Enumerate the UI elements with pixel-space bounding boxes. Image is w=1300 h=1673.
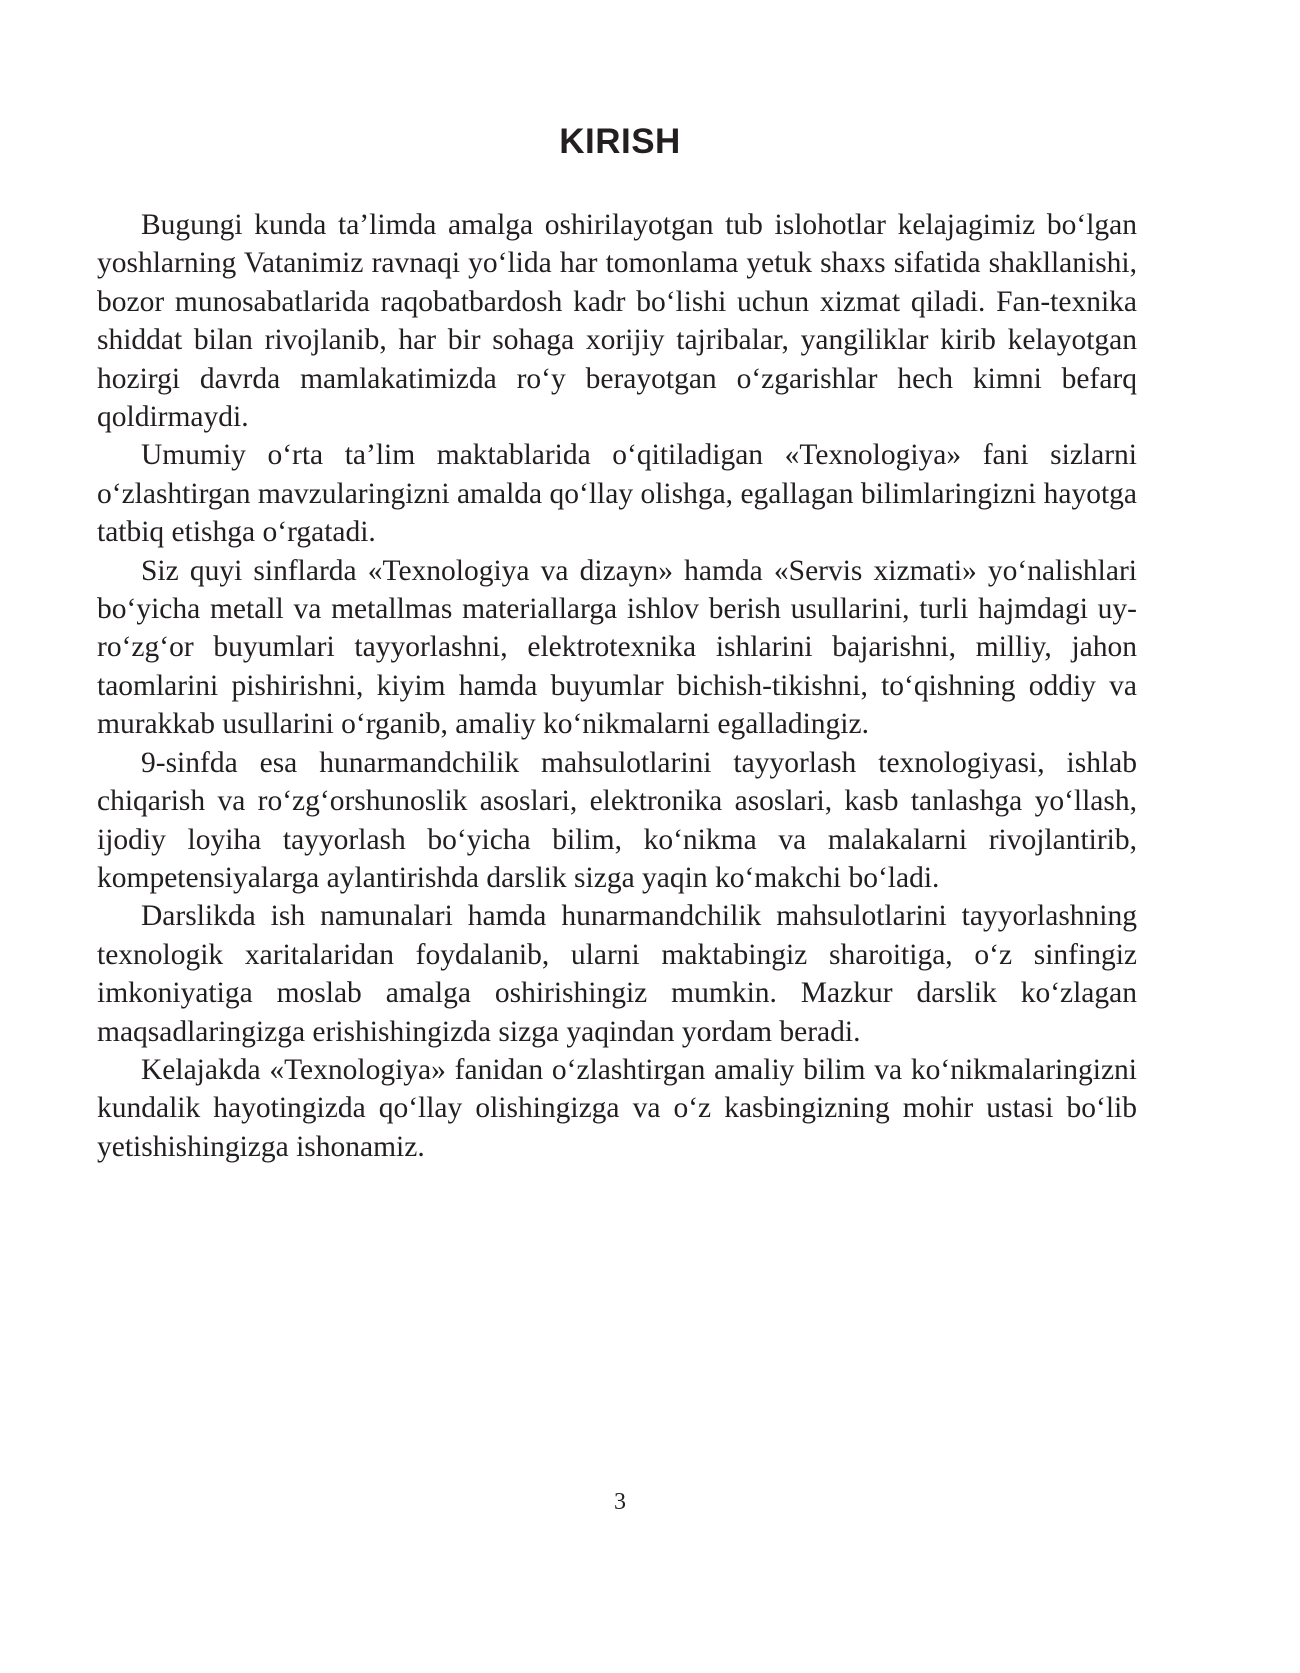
body-text: [97, 206, 1137, 1166]
paragraph: Umumiy o‘rta ta’lim maktablarida o‘qitiladigan «Texnologiya» fani sizlarni o‘zlashtirgan mavzularingizni amalda qo‘llay olishga, egallagan bilimlaringizni hayotga tatbiq etishga o‘rgatadi.: [97, 439, 1137, 549]
paragraph: 9-sinfda esa hunarmandchilik mahsulotlarini tayyorlash texnologiyasi, ishlab chiqarish va ro‘zg‘orshunoslik asoslari, elektronika asoslari, kasb tanlashga yo‘llash, ijodiy loyiha tayyorlash bo‘yicha bilim, ko‘nikma va malakalarni rivojlantirib, kompetensiyalarga aylantirishda darslik sizga yaqin ko‘makchi bo‘ladi.: [97, 746, 1137, 894]
paragraph: Siz quyi sinflarda «Texnologiya va dizayn» hamda «Servis xizmati» yo‘nalishlari bo‘yicha metall va metallmas materiallarga ishlov berish usullarini, turli hajmdagi uy-ro‘zg‘or buyumlari tayyorlashni, elektrotexnika ishlarini bajarishni, milliy, jahon taomlarini pishirishni, kiyim hamda buyumlar bichish-tikishni, to‘qishning oddiy va murakkab usullarini o‘rganib, amaliy ko‘nikmalarni egalladingiz.: [97, 554, 1137, 741]
paragraph: Kelajakda «Texnologiya» fanidan o‘zlashtirgan amaliy bilim va ko‘nikmalaringizni kundalik hayotingizda qo‘llay olishingizga va o‘z kasbingizning mohir ustasi bo‘lib yetishishingizga ishonamiz.: [97, 1053, 1137, 1163]
paragraph: Darslikda ish namunalari hamda hunarmandchilik mahsulotlarini tayyorlashning texnologik xaritalaridan foydalanib, ularni maktabingiz sharoitiga, o‘z sinfingiz imkoniyatiga moslab amalga oshirishingiz mumkin. Mazkur darslik ko‘zlagan maqsadlaringizga erishishingizda sizga yaqindan yordam beradi.: [97, 900, 1137, 1048]
paragraph: Bugungi kunda ta’limda amalga oshirilayotgan tub islohotlar kelajagimiz bo‘lgan yoshlarning Vatanimiz ravnaqi yo‘lida har tomonlama yetuk shaxs sifatida shakllanishi, bozor munosabatlarida raqobatbardosh kadr bo‘lishi uchun xizmat qiladi. Fan-texnika shiddat bilan rivojlanib, har bir sohaga xorijiy tajribalar, yangiliklar kirib kelayotgan hozirgi davrda mamlakatimizda ro‘y berayotgan o‘zgarishlar hech kimni befarq qoldirmaydi.: [97, 209, 1137, 434]
page-number: 3: [614, 1489, 626, 1515]
page-title: KIRISH: [559, 122, 681, 161]
